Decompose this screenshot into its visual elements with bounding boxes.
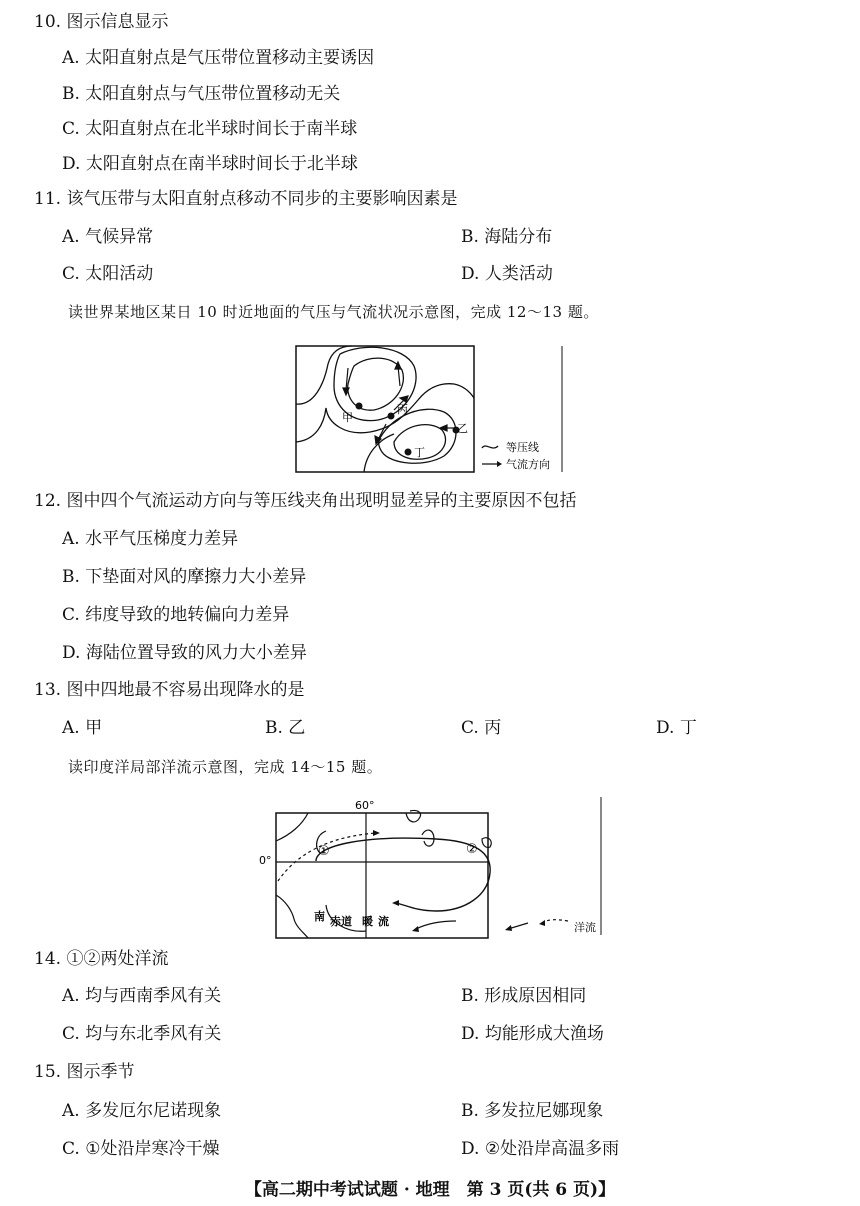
q15-option-d: D. ②处沿岸高温多雨 (461, 1139, 620, 1159)
indian-ocean-currents-figure (256, 795, 606, 943)
current-label-4: 流 (378, 915, 389, 928)
label-ding: 丁 (414, 446, 425, 459)
legend-dashed-arrow (542, 920, 568, 923)
q13-option-b: B. 乙 (265, 718, 306, 738)
q10-option-a: A. 太阳直射点是气压带位置移动主要诱因 (62, 48, 375, 68)
q12-option-a: A. 水平气压梯度力差异 (62, 529, 239, 549)
q14-option-a: A. 均与西南季风有关 (62, 986, 222, 1006)
q12-stem: 12. 图中四个气流运动方向与等压线夹角出现明显差异的主要原因不包括 (34, 491, 577, 511)
intro-14-15: 读印度洋局部洋流示意图，完成 14～15 题。 (68, 758, 383, 776)
point-bing (388, 413, 395, 420)
q14-option-d: D. 均能形成大渔场 (461, 1024, 604, 1044)
label-yi: 乙 (457, 422, 468, 435)
legend-isobar-icon (482, 446, 498, 448)
q15-stem: 15. 图示季节 (34, 1062, 135, 1082)
q15-option-a: A. 多发厄尔尼诺现象 (62, 1101, 222, 1121)
label-jia: 甲 (342, 411, 353, 424)
q15-option-c: C. ①处沿岸寒冷干燥 (62, 1139, 220, 1159)
legend-isobar: 等压线 (506, 441, 539, 454)
gyre-current (316, 838, 490, 911)
legend-airflow: 气流方向 (506, 458, 550, 471)
pressure-airflow-figure (294, 344, 566, 476)
q13-option-c: C. 丙 (461, 718, 502, 738)
intro-12-13: 读世界某地区某日 10 时近地面的气压与气流状况示意图，完成 12～13 题。 (68, 303, 599, 321)
mark-1: ① (318, 844, 330, 859)
current-label-3: 暖 (362, 915, 373, 928)
q12-option-b: B. 下垫面对风的摩擦力大小差异 (62, 567, 307, 587)
isobars (296, 346, 474, 472)
label-longitude: 60° (355, 799, 375, 812)
mark-2: ② (466, 842, 478, 857)
q10-option-b: B. 太阳直射点与气压带位置移动无关 (62, 84, 341, 104)
q14-option-c: C. 均与东北季风有关 (62, 1024, 222, 1044)
point-ding (405, 449, 412, 456)
q13-stem: 13. 图中四地最不容易出现降水的是 (34, 680, 305, 700)
q11-option-c: C. 太阳活动 (62, 264, 154, 284)
point-jia (356, 403, 363, 410)
q14-option-b: B. 形成原因相同 (461, 986, 587, 1006)
q10-stem: 10. 图示信息显示 (34, 12, 169, 32)
q10-option-d: D. 太阳直射点在南半球时间长于北半球 (62, 154, 358, 174)
q13-option-d: D. 丁 (656, 718, 697, 738)
q11-option-b: B. 海陆分布 (461, 227, 553, 247)
q12-option-c: C. 纬度导致的地转偏向力差异 (62, 605, 290, 625)
label-latitude: 0° (259, 854, 272, 867)
current-label-2: 赤道 (330, 915, 352, 928)
label-bing: 丙 (397, 403, 408, 416)
q10-option-c: C. 太阳直射点在北半球时间长于南半球 (62, 119, 358, 139)
q11-option-d: D. 人类活动 (461, 264, 553, 284)
legend-current: 洋流 (574, 921, 596, 934)
q11-option-a: A. 气候异常 (62, 227, 154, 247)
q14-stem: 14. ①②两处洋流 (34, 949, 169, 969)
equatorial-current-line (416, 921, 456, 929)
q15-option-b: B. 多发拉尼娜现象 (461, 1101, 604, 1121)
page-footer: 【高二期中考试试题 · 地理 第 3 页(共 6 页)】 (244, 1180, 616, 1200)
q11-stem: 11. 该气压带与太阳直射点移动不同步的主要影响因素是 (34, 189, 458, 209)
q12-option-d: D. 海陆位置导致的风力大小差异 (62, 643, 307, 663)
current-label-1: 南 (314, 910, 325, 923)
q13-option-a: A. 甲 (62, 718, 103, 738)
